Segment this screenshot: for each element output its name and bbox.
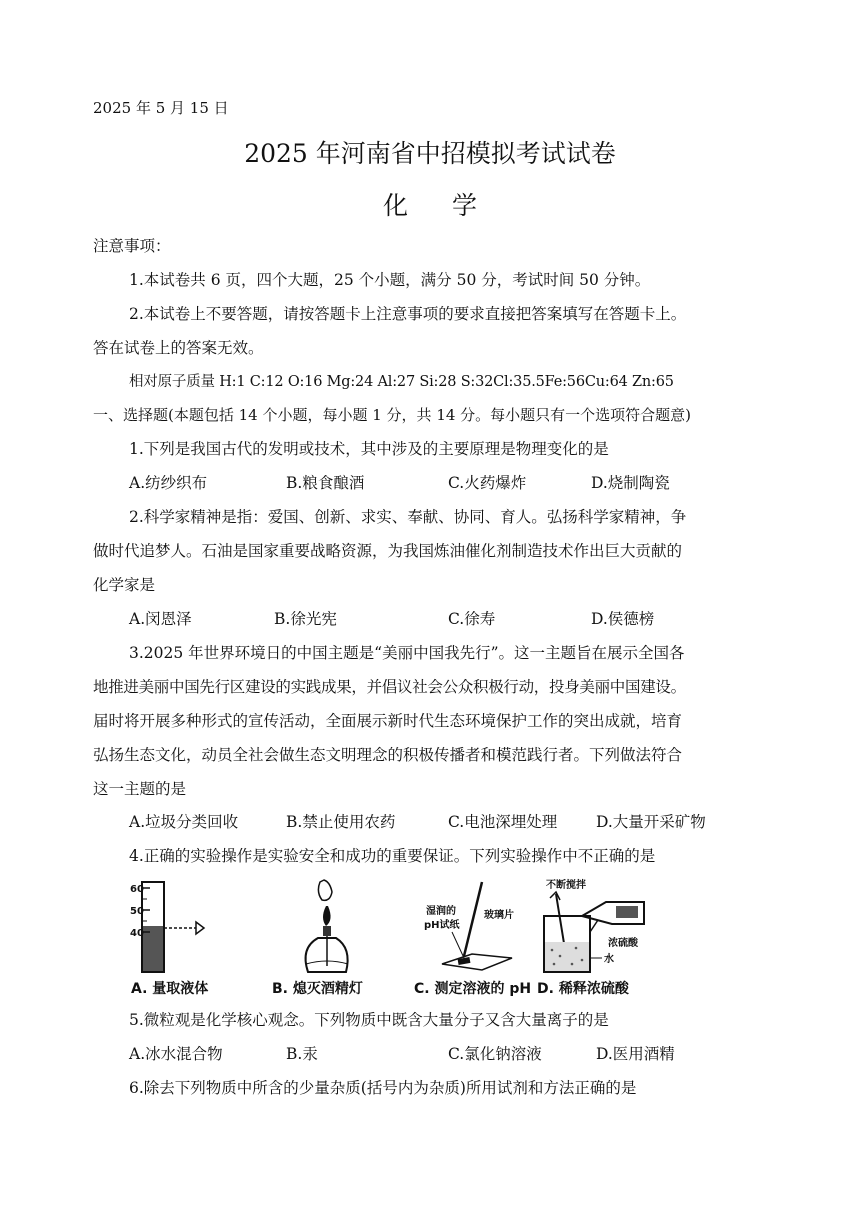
q2-line-3: 化学家是	[93, 576, 156, 594]
q1-stem: 1.下列是我国古代的发明或技术，其中涉及的主要原理是物理变化的是	[129, 440, 609, 458]
q3-line-4: 弘扬生态文化，动员全社会做生态文明理念的积极传播者和模范践行者。下列做法符合	[93, 746, 683, 764]
q2-option-d: D.侯德榜	[591, 610, 655, 628]
label-ph-paper: pH试纸	[424, 920, 460, 931]
label-water: 水	[604, 954, 614, 965]
q3-option-b: B.禁止使用农药	[286, 813, 396, 831]
tick-label-60: 60	[130, 884, 144, 895]
label-wet-paper: 湿润的	[426, 906, 456, 917]
exam-title: 2025 年河南省中招模拟考试试卷	[244, 139, 616, 168]
q5-option-a: A.冰水混合物	[129, 1045, 223, 1063]
q3-line-1: 3.2025 年世界环境日的中国主题是“美丽中国我先行”。这一主题旨在展示全国各	[129, 644, 685, 662]
exam-subject: 化学	[382, 191, 521, 220]
q3-option-a: A.垃圾分类回收	[129, 813, 239, 831]
figure-d-caption: D. 稀释浓硫酸	[537, 981, 629, 997]
figure-c-caption: C. 测定溶液的 pH	[414, 981, 532, 997]
notice-item-1: 1.本试卷共 6 页，四个大题，25 个小题，满分 50 分，考试时间 50 分钟。	[129, 271, 651, 289]
q4-stem: 4.正确的实验操作是实验安全和成功的重要保证。下列实验操作中不正确的是	[129, 847, 656, 865]
notice-item-2-cont: 答在试卷上的答案无效。	[93, 339, 264, 357]
atomic-mass-line: 相对原子质量 H:1 C:12 O:16 Mg:24 Al:27 Si:28 S:32Cl:35.5Fe:56Cu:64 Zn:65	[129, 374, 674, 390]
q3-line-3: 届时将开展多种形式的宣传活动，全面展示新时代生态环境保护工作的突出成就，培育	[93, 712, 683, 730]
q5-option-b: B.汞	[286, 1045, 318, 1063]
tick-label-50: 50	[130, 906, 144, 917]
q2-option-c: C.徐寿	[448, 610, 496, 628]
label-glass-slide: 玻璃片	[484, 910, 514, 921]
tick-label-40: 40	[130, 928, 144, 939]
q5-stem: 5.微粒观是化学核心观念。下列物质中既含大量分子又含大量离子的是	[129, 1011, 609, 1029]
q2-option-a: A.闵恩泽	[129, 610, 192, 628]
q3-option-c: C.电池深埋处理	[448, 813, 558, 831]
q1-option-a: A.纺纱织布	[129, 474, 208, 492]
q1-option-b: B.粮食酿酒	[286, 474, 365, 492]
q1-option-c: C.火药爆炸	[448, 474, 527, 492]
label-acid: 浓硫酸	[608, 938, 638, 949]
q3-option-d: D.大量开采矿物	[596, 813, 706, 831]
q2-line-2: 做时代追梦人。石油是国家重要战略资源，为我国炼油催化剂制造技术作出巨大贡献的	[93, 542, 683, 560]
q2-option-b: B.徐光宪	[274, 610, 337, 628]
q5-option-d: D.医用酒精	[596, 1045, 675, 1063]
notice-heading: 注意事项：	[93, 237, 171, 255]
figure-a-caption: A. 量取液体	[131, 981, 209, 997]
exam-date: 2025 年 5 月 15 日	[93, 99, 229, 117]
q5-option-c: C.氯化钠溶液	[448, 1045, 542, 1063]
q2-line-1: 2.科学家精神是指：爱国、创新、求实、奉献、协同、育人。弘扬科学家精神，争	[129, 508, 687, 526]
label-stir: 不断搅拌	[546, 880, 586, 891]
notice-item-2: 2.本试卷上不要答题，请按答题卡上注意事项的要求直接把答案填写在答题卡上。	[129, 305, 687, 323]
q3-line-2: 地推进美丽中国先行区建设的实践成果，并倡议社会公众积极行动，投身美丽中国建设。	[93, 678, 686, 696]
q3-line-5: 这一主题的是	[93, 780, 187, 798]
q1-option-d: D.烧制陶瓷	[591, 474, 670, 492]
section-1-heading: 一、选择题(本题包括 14 个小题，每小题 1 分，共 14 分。每小题只有一个选项符合题意)	[93, 406, 692, 424]
q6-stem: 6.除去下列物质中所含的少量杂质(括号内为杂质)所用试剂和方法正确的是	[129, 1079, 637, 1097]
figure-b-caption: B. 熄灭酒精灯	[272, 981, 363, 997]
